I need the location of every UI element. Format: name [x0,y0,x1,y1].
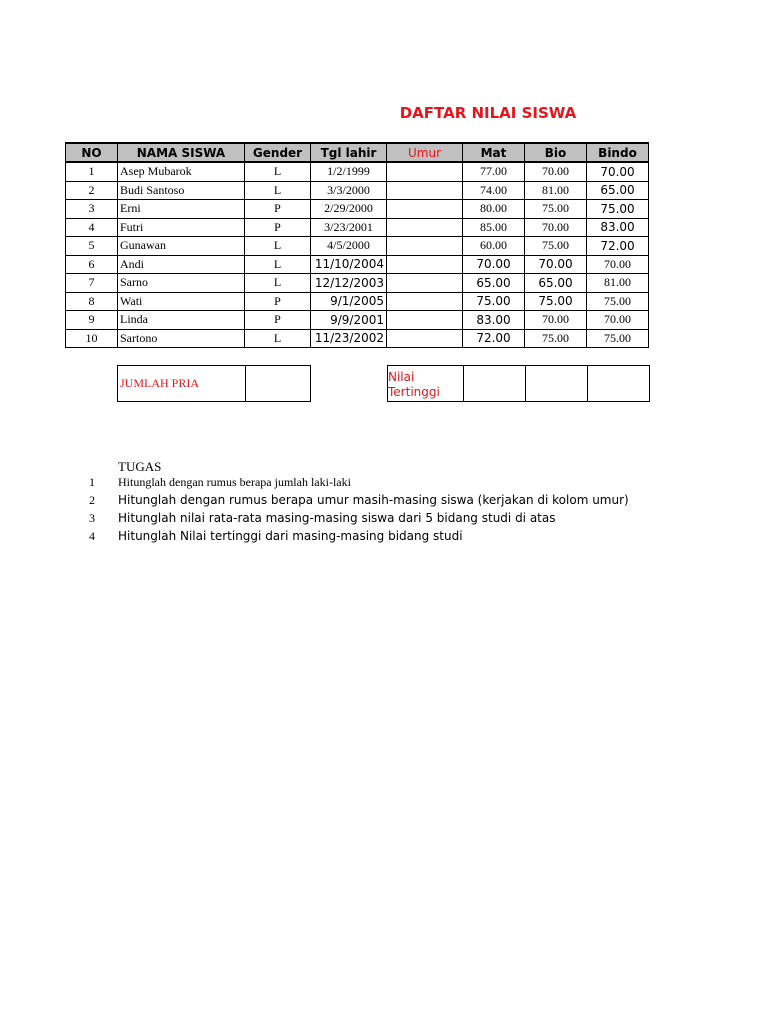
cell-umur[interactable] [387,162,463,181]
cell-tgl-lahir[interactable]: 12/12/2003 [311,274,387,293]
cell-no[interactable]: 9 [66,311,118,330]
cell-tgl-lahir[interactable]: 3/3/2000 [311,181,387,200]
cell-mat[interactable]: 80.00 [463,200,525,219]
cell-bio[interactable]: 70.00 [525,162,587,181]
cell-umur[interactable] [387,274,463,293]
table-row [66,237,649,256]
cell-mat[interactable]: 85.00 [463,218,525,237]
cell-umur[interactable] [387,329,463,348]
cell-bindo[interactable]: 65.00 [587,181,649,200]
cell-gender[interactable]: P [245,292,311,311]
cell-gender[interactable]: L [245,237,311,256]
cell-bindo[interactable]: 72.00 [587,237,649,256]
table-row [66,181,649,200]
table-row [66,329,649,348]
cell-bindo[interactable]: 70.00 [587,311,649,330]
tugas-item: 4 Hitunglah Nilai tertinggi dari masing-masing bidang studi [89,529,463,543]
cell-gender[interactable]: P [245,218,311,237]
cell-umur[interactable] [387,311,463,330]
table-row [66,311,649,330]
cell-mat[interactable]: 60.00 [463,237,525,256]
cell-mat[interactable]: 75.00 [463,292,525,311]
cell-no[interactable]: 3 [66,200,118,219]
nilai-tertinggi-bindo-cell[interactable] [587,365,650,402]
cell-nama[interactable]: Andi [118,255,245,274]
cell-bindo[interactable]: 70.00 [587,162,649,181]
cell-no[interactable]: 1 [66,162,118,181]
jumlah-pria-value-cell[interactable] [245,365,311,402]
cell-bio[interactable]: 65.00 [525,274,587,293]
cell-mat[interactable]: 83.00 [463,311,525,330]
cell-bio[interactable]: 75.00 [525,200,587,219]
cell-nama[interactable]: Gunawan [118,237,245,256]
nilai-tertinggi-label-line1: Nilai [388,370,415,384]
cell-nama[interactable]: Linda [118,311,245,330]
cell-mat[interactable]: 74.00 [463,181,525,200]
cell-umur[interactable] [387,255,463,274]
cell-bindo[interactable]: 75.00 [587,292,649,311]
header-no: NO [66,143,118,162]
cell-no[interactable]: 7 [66,274,118,293]
cell-umur[interactable] [387,237,463,256]
cell-no[interactable]: 10 [66,329,118,348]
cell-bio[interactable]: 70.00 [525,218,587,237]
cell-no[interactable]: 2 [66,181,118,200]
cell-tgl-lahir[interactable]: 2/29/2000 [311,200,387,219]
nilai-tertinggi-bio-cell[interactable] [525,365,588,402]
table-row [66,218,649,237]
cell-umur[interactable] [387,218,463,237]
cell-bindo[interactable]: 81.00 [587,274,649,293]
header-umur: Umur [387,143,463,162]
tugas-item: 3 Hitunglah nilai rata-rata masing-masing siswa dari 5 bidang studi di atas [89,511,556,525]
cell-bindo[interactable]: 83.00 [587,218,649,237]
header-tgl-lahir: Tgl lahir [311,143,387,162]
nilai-tertinggi-mat-cell[interactable] [463,365,526,402]
cell-tgl-lahir[interactable]: 9/9/2001 [311,311,387,330]
table-row [66,162,649,181]
tugas-item: 1 Hitunglah dengan rumus berapa jumlah laki-laki [89,475,351,489]
cell-nama[interactable]: Sartono [118,329,245,348]
cell-tgl-lahir[interactable]: 1/2/1999 [311,162,387,181]
jumlah-pria-label: JUMLAH PRIA [120,376,200,390]
cell-no[interactable]: 8 [66,292,118,311]
cell-bio[interactable]: 75.00 [525,292,587,311]
header-nama-siswa: NAMA SISWA [118,143,245,162]
cell-gender[interactable]: L [245,162,311,181]
nilai-tertinggi-label-line2: Tertinggi [388,385,440,399]
cell-no[interactable]: 5 [66,237,118,256]
cell-bio[interactable]: 70.00 [525,311,587,330]
cell-mat[interactable]: 72.00 [463,329,525,348]
header-bio: Bio [525,143,587,162]
cell-tgl-lahir[interactable]: 11/10/2004 [311,255,387,274]
cell-no[interactable]: 6 [66,255,118,274]
cell-mat[interactable]: 65.00 [463,274,525,293]
tugas-heading: TUGAS [118,459,162,474]
cell-bio[interactable]: 81.00 [525,181,587,200]
table-row [66,274,649,293]
tugas-item: 2 Hitunglah dengan rumus berapa umur masih-masing siswa (kerjakan di kolom umur) [89,493,629,507]
cell-tgl-lahir[interactable]: 11/23/2002 [311,329,387,348]
cell-bindo[interactable]: 75.00 [587,200,649,219]
cell-gender[interactable]: P [245,311,311,330]
jumlah-pria-label-cell[interactable] [117,365,246,402]
cell-gender[interactable]: L [245,255,311,274]
cell-umur[interactable] [387,292,463,311]
cell-gender[interactable]: L [245,181,311,200]
cell-nama[interactable]: Erni [118,200,245,219]
cell-tgl-lahir[interactable]: 9/1/2005 [311,292,387,311]
cell-bindo[interactable]: 70.00 [587,255,649,274]
page-title: DAFTAR NILAI SISWA [399,104,577,122]
cell-mat[interactable]: 77.00 [463,162,525,181]
cell-bindo[interactable]: 75.00 [587,329,649,348]
cell-nama[interactable]: Wati [118,292,245,311]
cell-umur[interactable] [387,181,463,200]
cell-gender[interactable]: L [245,274,311,293]
cell-umur[interactable] [387,200,463,219]
nilai-tertinggi-label-cell[interactable] [387,365,464,402]
cell-bio[interactable]: 70.00 [525,255,587,274]
cell-nama[interactable]: Futri [118,218,245,237]
header-mat: Mat [463,143,525,162]
cell-no[interactable]: 4 [66,218,118,237]
grades-table [65,142,649,348]
cell-nama[interactable]: Budi Santoso [118,181,245,200]
cell-tgl-lahir[interactable]: 4/5/2000 [311,237,387,256]
cell-mat[interactable]: 70.00 [463,255,525,274]
table-row [66,292,649,311]
cell-nama[interactable]: Asep Mubarok [118,162,245,181]
cell-bio[interactable]: 75.00 [525,237,587,256]
cell-gender[interactable]: P [245,200,311,219]
header-bindo: Bindo [587,143,649,162]
cell-gender[interactable]: L [245,329,311,348]
header-gender: Gender [245,143,311,162]
table-row [66,255,649,274]
cell-nama[interactable]: Sarno [118,274,245,293]
table-header-row [66,143,649,162]
cell-tgl-lahir[interactable]: 3/23/2001 [311,218,387,237]
table-row [66,200,649,219]
cell-bio[interactable]: 75.00 [525,329,587,348]
